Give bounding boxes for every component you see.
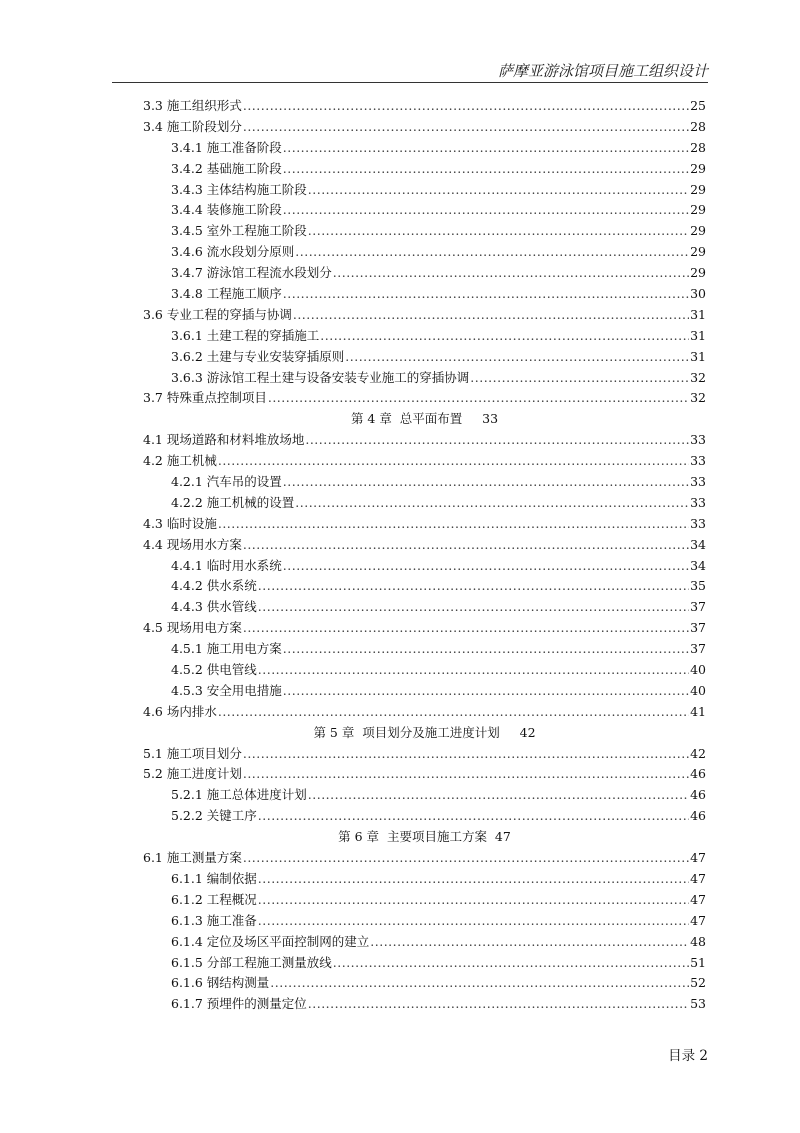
toc-entry-page: 34 [690, 557, 706, 573]
toc-entry-title: 5.1 施工项目划分 [143, 745, 242, 761]
toc-entry[interactable] [143, 848, 706, 869]
toc-entry-page: 42 [690, 745, 706, 761]
toc-entry-title: 4.6 场内排水 [143, 703, 217, 719]
toc-entry[interactable] [143, 953, 706, 974]
toc-dot-leader [283, 159, 689, 180]
toc-dot-leader [258, 911, 689, 932]
toc-entry-title: 3.7 特殊重点控制项目 [143, 390, 267, 406]
toc-dot-leader [218, 702, 689, 723]
toc-entry[interactable] [143, 973, 706, 994]
toc-entry[interactable] [143, 702, 706, 723]
toc-entry[interactable] [143, 514, 706, 535]
toc-entry-page: 47 [690, 891, 706, 907]
toc-entry[interactable] [143, 368, 706, 389]
toc-dot-leader [295, 493, 689, 514]
toc-entry-page: 40 [690, 682, 706, 698]
toc-entry[interactable] [143, 96, 706, 117]
toc-entry[interactable] [143, 911, 706, 932]
toc-dot-leader [258, 576, 689, 597]
toc-entry[interactable] [143, 159, 706, 180]
toc-entry[interactable] [143, 326, 706, 347]
toc-dot-leader [283, 200, 689, 221]
toc-entry-page: 40 [690, 662, 706, 678]
toc-entry-title: 3.4.3 主体结构施工阶段 [171, 181, 307, 197]
toc-entry[interactable] [143, 639, 706, 660]
toc-entry-page: 33 [690, 494, 706, 510]
toc-entry-title: 4.2 施工机械 [143, 453, 217, 469]
toc-entry-title: 3.6 专业工程的穿插与协调 [143, 306, 292, 322]
toc-entry-page: 52 [690, 975, 706, 991]
toc-entry-title: 3.4.4 装修施工阶段 [171, 202, 282, 218]
toc-entry-title: 6.1.6 钢结构测量 [171, 975, 270, 991]
toc-entry-title: 4.4.3 供水管线 [171, 599, 257, 615]
toc-dot-leader [258, 890, 689, 911]
toc-entry[interactable] [143, 180, 706, 201]
toc-entry-page: 31 [690, 327, 706, 343]
toc-entry[interactable] [143, 890, 706, 911]
toc-dot-leader [243, 848, 689, 869]
toc-dot-leader [308, 180, 689, 201]
toc-entry-page: 37 [690, 620, 706, 636]
toc-entry-title: 6.1.4 定位及场区平面控制网的建立 [171, 933, 370, 949]
toc-entry[interactable] [143, 200, 706, 221]
toc-dot-leader [333, 953, 689, 974]
toc-dot-leader [320, 326, 689, 347]
toc-entry[interactable] [143, 117, 706, 138]
toc-entry[interactable] [143, 660, 706, 681]
toc-entry-page: 25 [690, 97, 706, 113]
toc-entry[interactable] [143, 932, 706, 953]
toc-entry-page: 46 [690, 766, 706, 782]
toc-entry[interactable] [143, 388, 706, 409]
header-rule [112, 82, 708, 83]
toc-dot-leader [308, 785, 689, 806]
toc-entry-title: 4.3 临时设施 [143, 515, 217, 531]
toc-entry[interactable] [143, 284, 706, 305]
page-number-label: 目录 2 [668, 1048, 708, 1064]
toc-dot-leader [218, 514, 689, 535]
toc-entry-page: 29 [690, 244, 706, 260]
toc-entry[interactable] [143, 744, 706, 765]
toc-entry[interactable] [143, 493, 706, 514]
toc-entry[interactable] [143, 138, 706, 159]
toc-entry-title: 3.4.2 基础施工阶段 [171, 160, 282, 176]
toc-entry-page: 29 [690, 265, 706, 281]
toc-entry[interactable] [143, 221, 706, 242]
toc-entry-title: 3.4.7 游泳馆工程流水段划分 [171, 265, 332, 281]
toc-dot-leader [283, 472, 689, 493]
toc-entry[interactable] [143, 347, 706, 368]
table-of-contents [143, 96, 706, 1015]
toc-dot-leader [333, 263, 689, 284]
toc-entry-page: 29 [690, 181, 706, 197]
toc-chapter-heading[interactable]: 第 5 章 项目划分及施工进度计划 42 [313, 724, 536, 740]
toc-dot-leader [270, 973, 689, 994]
toc-entry-title: 5.2.1 施工总体进度计划 [171, 787, 307, 803]
toc-dot-leader [345, 347, 689, 368]
toc-dot-leader [218, 451, 689, 472]
toc-dot-leader [308, 221, 689, 242]
toc-entry-title: 6.1.2 工程概况 [171, 891, 257, 907]
toc-chapter-heading[interactable]: 第 4 章 总平面布置 33 [350, 411, 499, 427]
toc-entry[interactable] [143, 576, 706, 597]
toc-entry-page: 46 [690, 808, 706, 824]
toc-entry-page: 37 [690, 641, 706, 657]
toc-entry-title: 3.4.6 流水段划分原则 [171, 244, 295, 260]
toc-entry[interactable] [143, 451, 706, 472]
toc-dot-leader [470, 368, 689, 389]
toc-dot-leader [243, 764, 689, 785]
toc-dot-leader [283, 681, 689, 702]
toc-entry-title: 4.5.2 供电管线 [171, 662, 257, 678]
toc-dot-leader [243, 96, 689, 117]
toc-entry-page: 33 [690, 474, 706, 490]
toc-dot-leader [283, 639, 689, 660]
toc-entry-page: 31 [690, 348, 706, 364]
toc-entry-title: 3.6.3 游泳馆工程土建与设备安装专业施工的穿插协调 [171, 369, 470, 385]
toc-entry-title: 6.1.3 施工准备 [171, 912, 257, 928]
toc-entry-title: 3.3 施工组织形式 [143, 97, 242, 113]
toc-entry-page: 47 [690, 912, 706, 928]
toc-dot-leader [295, 242, 689, 263]
toc-entry-title: 4.2.1 汽车吊的设置 [171, 474, 282, 490]
toc-entry-page: 47 [690, 870, 706, 886]
toc-dot-leader [243, 744, 689, 765]
toc-entry[interactable] [143, 472, 706, 493]
toc-entry-title: 4.1 现场道路和材料堆放场地 [143, 432, 305, 448]
toc-entry-page: 32 [690, 390, 706, 406]
toc-entry[interactable] [143, 430, 706, 451]
toc-entry-title: 6.1.5 分部工程施工测量放线 [171, 954, 332, 970]
toc-dot-leader [243, 618, 689, 639]
toc-entry-page: 29 [690, 202, 706, 218]
toc-entry[interactable] [143, 242, 706, 263]
toc-entry-page: 47 [690, 850, 706, 866]
toc-entry[interactable] [143, 597, 706, 618]
toc-entry[interactable] [143, 556, 706, 577]
toc-entry-title: 4.4 现场用水方案 [143, 536, 242, 552]
toc-entry-title: 3.4 施工阶段划分 [143, 118, 242, 134]
toc-entry[interactable] [143, 618, 706, 639]
toc-dot-leader [268, 388, 689, 409]
toc-entry-page: 37 [690, 599, 706, 615]
toc-entry[interactable] [143, 869, 706, 890]
toc-entry[interactable] [143, 263, 706, 284]
toc-entry-title: 3.6.2 土建与专业安装穿插原则 [171, 348, 345, 364]
toc-dot-leader [305, 430, 689, 451]
toc-entry-page: 33 [690, 432, 706, 448]
toc-chapter-heading[interactable]: 第 6 章 主要项目施工方案 47 [338, 829, 511, 845]
toc-dot-leader [258, 660, 689, 681]
toc-entry[interactable] [143, 681, 706, 702]
toc-entry-page: 51 [690, 954, 706, 970]
toc-entry-title: 4.4.1 临时用水系统 [171, 557, 282, 573]
toc-dot-leader [243, 535, 689, 556]
toc-entry-title: 4.5.1 施工用电方案 [171, 641, 282, 657]
toc-dot-leader [370, 932, 689, 953]
toc-dot-leader [293, 305, 689, 326]
toc-entry-page: 28 [690, 139, 706, 155]
toc-entry-title: 4.5 现场用电方案 [143, 620, 242, 636]
toc-entry-page: 29 [690, 223, 706, 239]
toc-entry-title: 5.2 施工进度计划 [143, 766, 242, 782]
toc-entry-title: 6.1.1 编制依据 [171, 870, 257, 886]
toc-entry-title: 6.1.7 预埋件的测量定位 [171, 996, 307, 1012]
toc-dot-leader [283, 138, 689, 159]
toc-entry-title: 4.4.2 供水系统 [171, 578, 257, 594]
toc-entry-page: 33 [690, 453, 706, 469]
toc-dot-leader [243, 117, 689, 138]
toc-entry-page: 34 [690, 536, 706, 552]
document-header-title: 萨摩亚游泳馆项目施工组织设计 [497, 62, 708, 80]
toc-dot-leader [308, 994, 689, 1015]
toc-entry-title: 3.4.1 施工准备阶段 [171, 139, 282, 155]
toc-entry-page: 41 [690, 703, 706, 719]
toc-dot-leader [283, 556, 689, 577]
toc-entry-page: 28 [690, 118, 706, 134]
toc-entry[interactable] [143, 765, 706, 786]
toc-entry-page: 31 [690, 306, 706, 322]
toc-entry[interactable] [143, 305, 706, 326]
toc-dot-leader [283, 284, 689, 305]
toc-entry[interactable] [143, 806, 706, 827]
toc-entry-page: 33 [690, 515, 706, 531]
toc-entry-page: 48 [690, 933, 706, 949]
toc-dot-leader [258, 806, 689, 827]
toc-entry-title: 5.2.2 关键工序 [171, 808, 257, 824]
toc-entry-page: 32 [690, 369, 706, 385]
toc-dot-leader [258, 869, 689, 890]
toc-entry[interactable] [143, 994, 706, 1015]
toc-dot-leader [258, 597, 689, 618]
toc-entry-page: 35 [690, 578, 706, 594]
toc-entry-title: 3.4.5 室外工程施工阶段 [171, 223, 307, 239]
toc-entry-page: 29 [690, 160, 706, 176]
toc-entry-title: 3.6.1 土建工程的穿插施工 [171, 327, 320, 343]
toc-entry-title: 6.1 施工测量方案 [143, 850, 242, 866]
toc-entry-title: 4.2.2 施工机械的设置 [171, 494, 295, 510]
toc-entry-page: 53 [690, 996, 706, 1012]
toc-entry[interactable] [143, 535, 706, 556]
toc-entry[interactable] [143, 785, 706, 806]
toc-entry-page: 46 [690, 787, 706, 803]
toc-entry-title: 3.4.8 工程施工顺序 [171, 286, 282, 301]
toc-entry-page: 30 [690, 286, 706, 301]
toc-entry-title: 4.5.3 安全用电措施 [171, 682, 282, 698]
